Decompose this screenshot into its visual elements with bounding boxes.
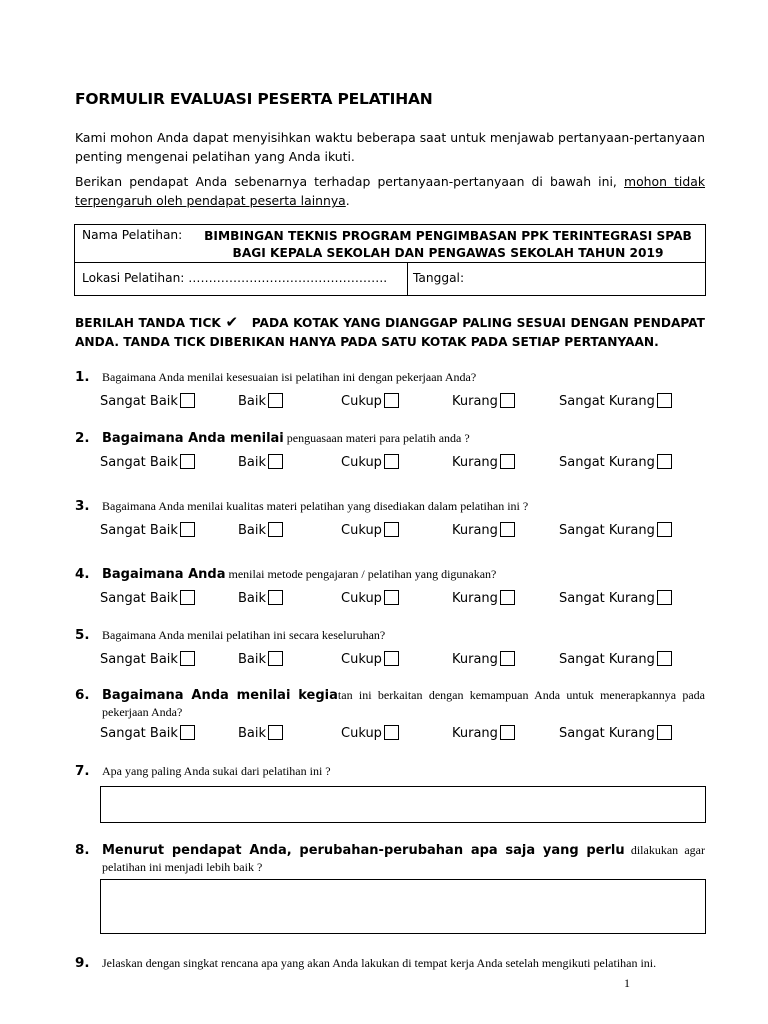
checkbox[interactable] xyxy=(500,393,515,408)
question-text xyxy=(102,566,705,583)
checkbox[interactable] xyxy=(500,454,515,469)
option-cukup[interactable] xyxy=(341,651,399,667)
rating-options xyxy=(100,590,700,610)
checkbox[interactable] xyxy=(268,725,283,740)
question-bold-text: Bagaimana Anda menilai kegia xyxy=(102,688,338,703)
option-label: Kurang xyxy=(452,394,498,409)
checkbox[interactable] xyxy=(268,590,283,605)
option-baik[interactable] xyxy=(238,651,283,667)
rating-options xyxy=(100,393,700,413)
option-sangat-kurang[interactable] xyxy=(559,651,672,667)
option-label: Baik xyxy=(238,523,267,538)
checkbox[interactable] xyxy=(180,651,195,666)
checkbox[interactable] xyxy=(657,590,672,605)
question-bold-text: Menurut pendapat Anda, perubahan-perubahan apa saja yang perlu xyxy=(102,843,625,858)
option-label: Cukup xyxy=(341,455,382,470)
option-label: Cukup xyxy=(341,652,382,667)
option-sangat-kurang[interactable] xyxy=(559,393,672,409)
date-field[interactable]: Tanggal: xyxy=(413,271,465,285)
option-kurang[interactable] xyxy=(452,393,515,409)
option-cukup[interactable] xyxy=(341,393,399,409)
location-cell xyxy=(75,263,408,295)
checkbox[interactable] xyxy=(500,590,515,605)
option-label: Kurang xyxy=(452,652,498,667)
page-number: 1 xyxy=(624,976,630,990)
checkbox[interactable] xyxy=(384,454,399,469)
option-label: Cukup xyxy=(341,523,382,538)
option-sangat-baik[interactable] xyxy=(100,725,195,741)
answer-box-8[interactable] xyxy=(100,879,706,934)
option-label: Sangat Kurang xyxy=(559,591,655,606)
option-sangat-baik[interactable] xyxy=(100,454,195,470)
option-cukup[interactable] xyxy=(341,725,399,741)
option-label: Kurang xyxy=(452,455,498,470)
option-label: Sangat Kurang xyxy=(559,523,655,538)
option-sangat-baik[interactable] xyxy=(100,590,195,606)
checkbox[interactable] xyxy=(180,590,195,605)
rating-options xyxy=(100,522,700,542)
option-kurang[interactable] xyxy=(452,522,515,538)
question-number: 7. xyxy=(75,763,90,779)
checkbox[interactable] xyxy=(500,651,515,666)
option-label: Cukup xyxy=(341,591,382,606)
checkbox[interactable] xyxy=(500,522,515,537)
option-label: Baik xyxy=(238,394,267,409)
checkbox[interactable] xyxy=(384,393,399,408)
intro-p2-end: . xyxy=(345,193,350,208)
question-number: 6. xyxy=(75,687,90,703)
question-rest-text: menilai metode pengajaran / pelatihan yang digunakan? xyxy=(225,567,497,581)
checkbox[interactable] xyxy=(268,651,283,666)
instruction-part-2: PADA KOTAK YANG DIANGGAP PALING SESUAI DENGAN PENDAPAT ANDA. TANDA TICK DIBERIKAN HANYA PADA SATU KOTAK PADA SETIAP PERTANYAAN. xyxy=(75,316,705,349)
option-kurang[interactable] xyxy=(452,651,515,667)
option-baik[interactable] xyxy=(238,725,283,741)
checkbox[interactable] xyxy=(384,522,399,537)
checkbox[interactable] xyxy=(657,725,672,740)
question-number: 5. xyxy=(75,627,90,643)
option-label: Kurang xyxy=(452,726,498,741)
instruction-part-1: BERILAH TANDA TICK xyxy=(75,316,221,330)
option-label: Baik xyxy=(238,726,267,741)
checkbox[interactable] xyxy=(180,454,195,469)
checkbox[interactable] xyxy=(268,522,283,537)
option-label: Sangat Baik xyxy=(100,652,178,667)
option-label: Sangat Baik xyxy=(100,523,178,538)
option-sangat-baik[interactable] xyxy=(100,393,195,409)
option-label: Kurang xyxy=(452,591,498,606)
checkbox[interactable] xyxy=(268,454,283,469)
option-cukup[interactable] xyxy=(341,454,399,470)
option-label: Sangat Kurang xyxy=(559,455,655,470)
option-label: Sangat Baik xyxy=(100,726,178,741)
question-number: 3. xyxy=(75,498,90,514)
course-info-table xyxy=(74,224,706,296)
option-kurang[interactable] xyxy=(452,454,515,470)
checkbox[interactable] xyxy=(384,651,399,666)
checkbox[interactable] xyxy=(657,651,672,666)
question-text: Jelaskan dengan singkat rencana apa yang akan Anda lakukan di tempat kerja Anda setelah mengikuti pelatihan ini. xyxy=(102,956,657,970)
page-title: FORMULIR EVALUASI PESERTA PELATIHAN xyxy=(75,90,433,108)
question-text xyxy=(102,430,705,447)
checkbox[interactable] xyxy=(180,393,195,408)
question-rest-text: penguasaan materi para pelatih anda ? xyxy=(283,431,470,445)
checkbox[interactable] xyxy=(180,725,195,740)
option-label: Cukup xyxy=(341,726,382,741)
question-number: 4. xyxy=(75,566,90,582)
option-sangat-kurang[interactable] xyxy=(559,590,672,606)
checkbox[interactable] xyxy=(268,393,283,408)
option-label: Sangat Kurang xyxy=(559,394,655,409)
option-baik[interactable] xyxy=(238,522,283,538)
option-label: Sangat Kurang xyxy=(559,726,655,741)
course-name-value: BIMBINGAN TEKNIS PROGRAM PENGIMBASAN PPK TERINTEGRASI SPAB BAGI KEPALA SEKOLAH DAN PENGAWAS SEKOLAH TAHUN 2019 xyxy=(204,229,692,260)
question-number: 8. xyxy=(75,842,90,858)
question-number: 9. xyxy=(75,955,90,971)
option-baik[interactable] xyxy=(238,590,283,606)
option-label: Sangat Kurang xyxy=(559,652,655,667)
question-number: 2. xyxy=(75,430,90,446)
option-label: Baik xyxy=(238,652,267,667)
checkbox[interactable] xyxy=(500,725,515,740)
option-sangat-kurang[interactable] xyxy=(559,454,672,470)
question-text xyxy=(102,687,705,720)
question-bold-text: Bagaimana Anda xyxy=(102,567,226,582)
checkbox[interactable] xyxy=(657,454,672,469)
option-kurang[interactable] xyxy=(452,725,515,741)
question-rest-text: dilakukan agar pelatihan ini menjadi lebih baik ? xyxy=(102,843,706,874)
location-field[interactable]: Lokasi Pelatihan: …………………………………………. xyxy=(82,271,388,285)
checkbox[interactable] xyxy=(384,590,399,605)
question-text xyxy=(102,842,705,875)
intro-p2-start: Berikan pendapat Anda sebenarnya terhadap pertanyaan-pertanyaan di bawah ini, xyxy=(75,174,624,189)
option-cukup[interactable] xyxy=(341,522,399,538)
checkbox[interactable] xyxy=(180,522,195,537)
option-sangat-kurang[interactable] xyxy=(559,522,672,538)
option-label: Sangat Baik xyxy=(100,591,178,606)
tick-instruction xyxy=(75,313,705,352)
question-bold-text: Bagaimana Anda menilai xyxy=(102,431,284,446)
checkbox[interactable] xyxy=(657,393,672,408)
option-label: Sangat Baik xyxy=(100,394,178,409)
option-kurang[interactable] xyxy=(452,590,515,606)
checkbox[interactable] xyxy=(384,725,399,740)
option-label: Baik xyxy=(238,455,267,470)
rating-options xyxy=(100,725,700,745)
course-name-label: Nama Pelatihan: xyxy=(82,228,183,242)
question-number: 1. xyxy=(75,369,90,385)
answer-box-7[interactable] xyxy=(100,786,706,823)
option-label: Sangat Baik xyxy=(100,455,178,470)
option-baik[interactable] xyxy=(238,393,283,409)
question-text: Bagaimana Anda menilai pelatihan ini secara keseluruhan? xyxy=(102,628,386,642)
question-text: Bagaimana Anda menilai kesesuaian isi pelatihan ini dengan pekerjaan Anda? xyxy=(102,370,477,384)
rating-options xyxy=(100,651,700,671)
option-sangat-baik[interactable] xyxy=(100,522,195,538)
intro-paragraph-2 xyxy=(75,172,705,210)
question-text: Apa yang paling Anda sukai dari pelatihan ini ? xyxy=(102,764,331,778)
option-cukup[interactable] xyxy=(341,590,399,606)
checkbox[interactable] xyxy=(657,522,672,537)
option-sangat-baik[interactable] xyxy=(100,651,195,667)
option-label: Kurang xyxy=(452,523,498,538)
rating-options xyxy=(100,454,700,474)
option-baik[interactable] xyxy=(238,454,283,470)
intro-paragraph-1: Kami mohon Anda dapat menyisihkan waktu beberapa saat untuk menjawab pertanyaan-pertanyaan penting mengenai pelatihan yang Anda ikuti. xyxy=(75,130,705,164)
question-rest-text: tan ini berkaitan dengan kemampuan Anda untuk menerapkannya pada pekerjaan Anda? xyxy=(102,688,705,719)
option-label: Cukup xyxy=(341,394,382,409)
tick-icon: ✔ xyxy=(225,313,239,331)
intro-p2-underlined: mohon tidak terpengaruh oleh pendapat peserta lainnya xyxy=(75,174,706,208)
option-sangat-kurang[interactable] xyxy=(559,725,672,741)
course-name-row xyxy=(75,225,705,263)
option-label: Baik xyxy=(238,591,267,606)
question-text: Bagaimana Anda menilai kualitas materi pelatihan yang disediakan dalam pelatihan ini ? xyxy=(102,499,529,513)
